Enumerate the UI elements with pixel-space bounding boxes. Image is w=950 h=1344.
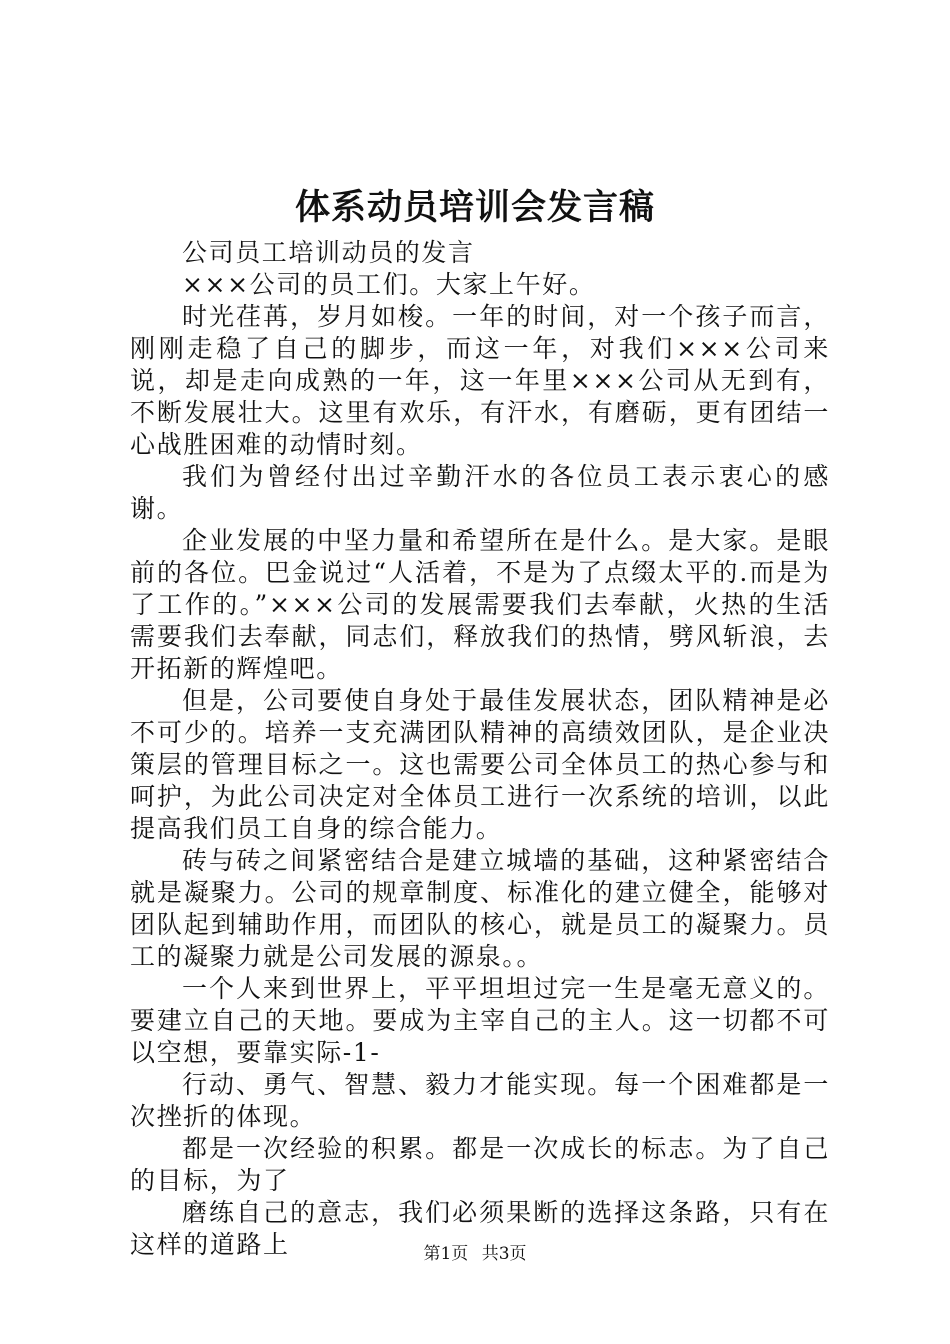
page-footer — [0, 1242, 950, 1266]
document-body — [130, 237, 830, 1261]
paragraph-1: 公司员工培训动员的发言 — [182, 238, 475, 267]
paragraph-7: 砖与砖之间紧密结合是建立城墙的基础，这种紧密结合就是凝聚力。公司的规章制度、标准化的建立健全，能够对团队起到辅助作用，而团队的核心，就是员工的凝聚力。员工的凝聚力就是公司发展的源泉。。 — [130, 846, 830, 971]
document-title: 体系动员培训会发言稿 — [294, 187, 655, 228]
paragraph-11: 磨练自己的意志，我们必须果断的选择这条路，只有在这样的道路上 — [130, 1198, 830, 1259]
paragraph-2: ×××公司的员工们。大家上午好。 — [182, 270, 596, 299]
paragraph-5: 企业发展的中坚力量和希望所在是什么。是大家。是眼前的各位。巴金说过“人活着，不是为了点缀太平的.而是为了工作的。”×××公司的发展需要我们去奉献，火热的生活需要我们去奉献，同志们，释放我们的热情，劈风斩浪，去开拓新的辉煌吧。 — [130, 526, 830, 683]
paragraph-9: 行动、勇气、智慧、毅力才能实现。每一个困难都是一次挫折的体现。 — [130, 1070, 830, 1131]
page-total: 共3页 — [481, 1244, 527, 1264]
paragraph-6: 但是，公司要使自身处于最佳发展状态，团队精神是必不可少的。培养一支充满团队精神的高绩效团队，是企业决策层的管理目标之一。这也需要公司全体员工的热心参与和呵护，为此公司决定对全体员工进行一次系统的培训，以此提高我们员工自身的综合能力。 — [130, 686, 830, 843]
paragraph-8: 一个人来到世界上，平平坦坦过完一生是毫无意义的。要建立自己的天地。要成为主宰自己的主人。这一切都不可以空想，要靠实际-1- — [130, 974, 830, 1067]
paragraph-3: 时光荏苒，岁月如梭。一年的时间，对一个孩子而言，刚刚走稳了自己的脚步，而这一年，对我们×××公司来说，却是走向成熟的一年，这一年里×××公司从无到有，不断发展壮大。这里有欢乐，有汗水，有磨砺，更有团结一心战胜困难的动情时刻。 — [130, 302, 830, 459]
page-number: 第1页 — [423, 1244, 469, 1264]
paragraph-10: 都是一次经验的积累。都是一次成长的标志。为了自己的目标，为了 — [130, 1134, 830, 1195]
paragraph-4: 我们为曾经付出过辛勤汗水的各位员工表示衷心的感谢。 — [130, 462, 830, 523]
